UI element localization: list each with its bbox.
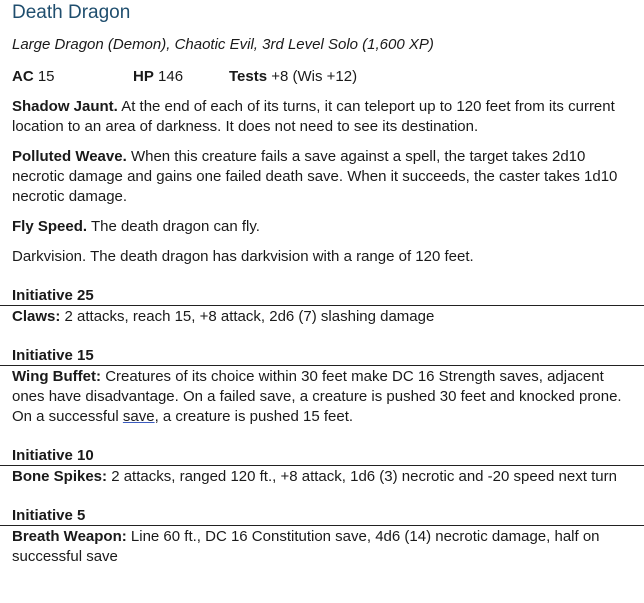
initiative-header: Initiative 15 (0, 346, 644, 366)
trait-text: At the end of each of its turns, it can teleport up to 120 feet from its current location to an area of darkness. It does not need to see its destination. (12, 98, 615, 135)
attack-text: 2 attacks, reach 15, +8 attack, 2d6 (7) slashing damage (64, 308, 435, 325)
attack-claws (12, 307, 636, 327)
attack-breath-weapon (12, 527, 636, 567)
attack-text-before: Creatures of its choice within 30 feet make DC 16 Strength saves, adjacent ones have disadvantage. On a failed save, a creature is pushed 30 feet and knocked prone. On a successful (12, 368, 622, 425)
hit-points (133, 67, 229, 87)
initiative-25-block (12, 286, 636, 327)
trait-name: Polluted Weave. (12, 148, 127, 165)
initiative-15-block (12, 346, 636, 427)
trait-text: The death dragon can fly. (90, 218, 260, 235)
stat-block (12, 0, 636, 567)
tests-label: Tests (229, 68, 268, 85)
armor-class (12, 67, 133, 87)
trait-text: Darkvision. The death dragon has darkvision with a range of 120 feet. (12, 248, 474, 265)
attack-name: Breath Weapon: (12, 528, 127, 545)
initiative-10-block (12, 446, 636, 487)
trait-darkvision (12, 247, 636, 267)
initiative-header: Initiative 5 (0, 506, 644, 526)
tests-value: +8 (Wis +12) (271, 68, 358, 85)
trait-polluted-weave (12, 147, 636, 207)
trait-name: Shadow Jaunt. (12, 98, 118, 115)
monster-subtitle: Large Dragon (Demon), Chaotic Evil, 3rd Level Solo (1,600 XP) (12, 36, 434, 53)
trait-shadow-jaunt (12, 97, 636, 137)
initiative-header: Initiative 10 (0, 446, 644, 466)
trait-fly-speed (12, 217, 636, 237)
ac-label: AC (12, 68, 34, 85)
hp-label: HP (133, 68, 154, 85)
spellcheck-underlined-word: save (122, 408, 155, 425)
hp-value: 146 (158, 68, 184, 85)
attack-name: Bone Spikes: (12, 468, 108, 485)
attack-wing-buffet (12, 367, 636, 427)
attack-name: Wing Buffet: (12, 368, 102, 385)
attack-text-after: , a creature is pushed 15 feet. (154, 408, 354, 425)
ac-value: 15 (37, 68, 55, 85)
stat-line (12, 67, 636, 87)
attack-bone-spikes (12, 467, 636, 487)
trait-name: Fly Speed. (12, 218, 88, 235)
trait-text: When this creature fails a save against a spell, the target takes 2d10 necrotic damage and gains one failed death save. When it succeeds, the caster takes 1d10 necrotic damage. (12, 148, 618, 205)
attack-text: Line 60 ft., DC 16 Constitution save, 4d6 (14) necrotic damage, half on successful save (12, 528, 600, 565)
tests (229, 67, 357, 87)
attack-text: 2 attacks, ranged 120 ft., +8 attack, 1d6 (3) necrotic and -20 speed next turn (111, 468, 617, 485)
monster-name: Death Dragon (12, 2, 131, 23)
initiative-5-block (12, 506, 636, 567)
attack-name: Claws: (12, 308, 61, 325)
initiative-header: Initiative 25 (0, 286, 644, 306)
